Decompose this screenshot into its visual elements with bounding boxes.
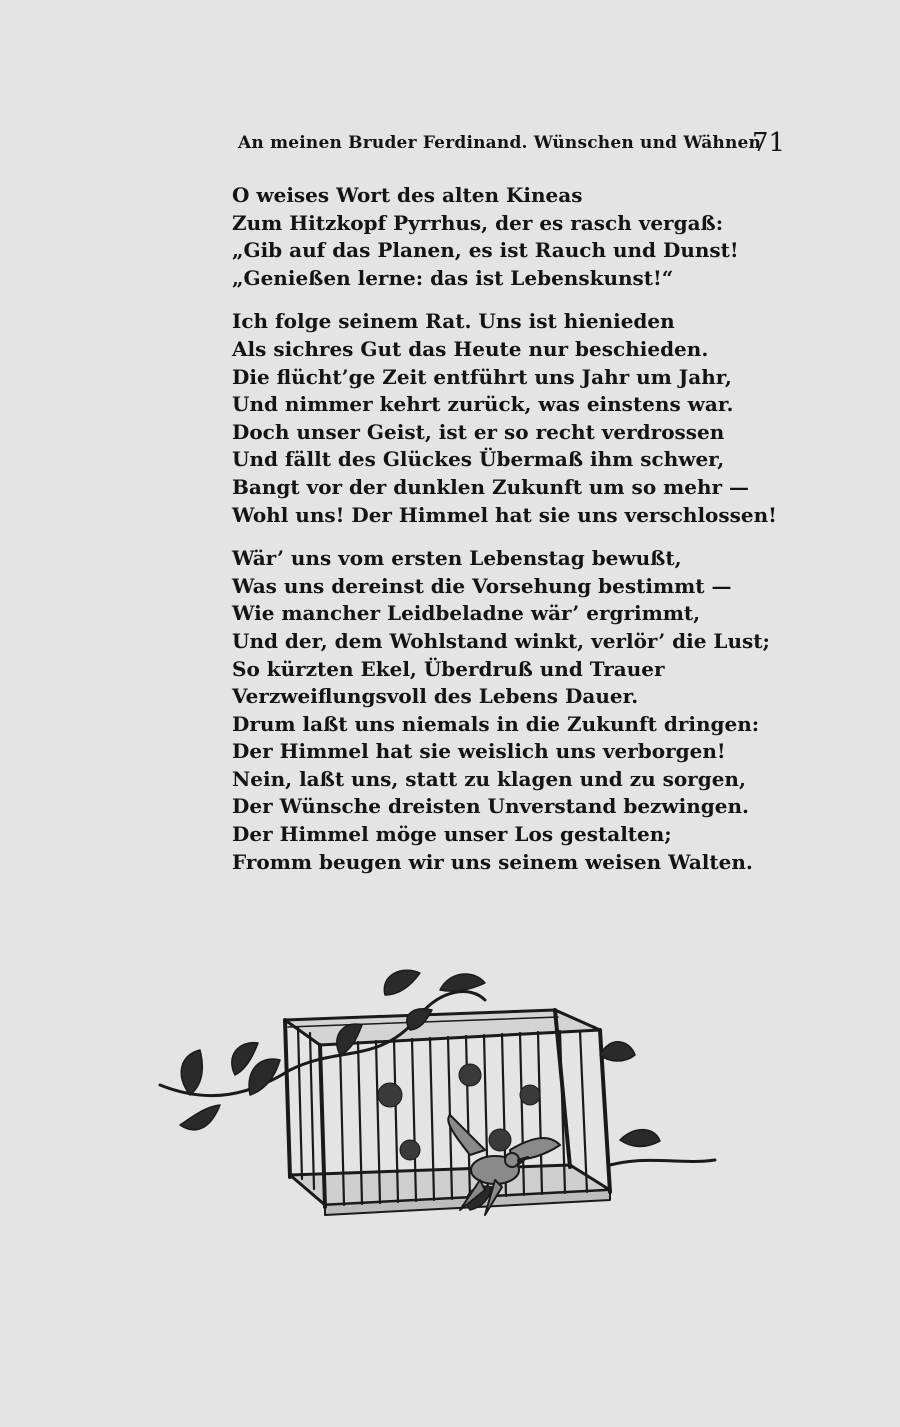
poem-line: Wär’ uns vom ersten Lebenstag bewußt,	[232, 546, 682, 571]
running-title: An meinen Bruder Ferdinand. Wünschen und Wähnen	[238, 133, 762, 153]
poem-line: Verzweiflungsvoll des Lebens Dauer.	[232, 684, 639, 709]
poem-line: O weises Wort des alten Kineas	[232, 183, 583, 207]
poem-line: Wohl uns! Der Himmel hat sie uns verschlossen!	[232, 502, 777, 527]
poem-line: Ich folge seinem Rat. Uns ist hienieden	[232, 309, 675, 334]
poem	[232, 182, 777, 892]
stanza-3	[232, 545, 770, 876]
poem-line: Der Himmel möge unser Los gestalten;	[232, 822, 672, 847]
poem-line: Als sichres Gut das Heute nur beschieden.	[232, 336, 709, 361]
poem-line: Die flücht’ge Zeit entführt uns Jahr um Jahr,	[232, 364, 732, 389]
poem-line: Doch unser Geist, ist er so recht verdrossen	[232, 419, 725, 444]
poem-line: Und nimmer kehrt zurück, was einstens war.	[232, 392, 734, 417]
poem-line: „Genießen lerne: das ist Lebenskunst!“	[232, 265, 674, 290]
poem-line: Was uns dereinst die Vorsehung bestimmt —	[232, 573, 732, 598]
birdcage-with-vine-and-bird-icon	[140, 955, 740, 1255]
stanza-1	[232, 182, 739, 292]
poem-line: Wie mancher Leidbeladne wär’ ergrimmt,	[232, 601, 701, 626]
poem-line: Zum Hitzkopf Pyrrhus, der es rasch vergaß:	[232, 210, 724, 235]
poem-line: „Gib auf das Planen, es ist Rauch und Dunst!	[232, 238, 739, 263]
poem-line: So kürzten Ekel, Überdruß und Trauer	[232, 656, 665, 681]
poem-line: Der Himmel hat sie weislich uns verborgen!	[232, 739, 726, 764]
stanza-2	[232, 308, 777, 529]
poem-line: Drum laßt uns niemals in die Zukunft dringen:	[232, 711, 760, 736]
page-number: 71	[752, 128, 786, 158]
poem-line: Und der, dem Wohlstand winkt, verlör’ die Lust;	[232, 628, 770, 653]
poem-line: Und fällt des Glückes Übermaß ihm schwer,	[232, 447, 725, 472]
poem-line: Nein, laßt uns, statt zu klagen und zu sorgen,	[232, 766, 746, 791]
poem-line: Bangt vor der dunklen Zukunft um so mehr —	[232, 474, 750, 499]
poem-line: Fromm beugen wir uns seinem weisen Walten.	[232, 849, 753, 874]
poem-line: Der Wünsche dreisten Unverstand bezwingen.	[232, 794, 749, 819]
